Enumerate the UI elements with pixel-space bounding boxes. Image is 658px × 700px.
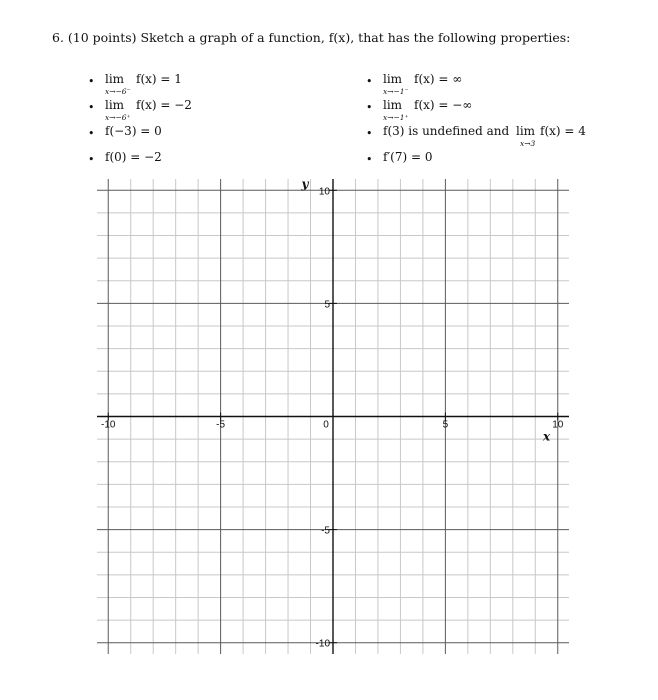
- bullet-icon: •: [88, 153, 95, 166]
- y-tick-label: 10: [318, 186, 330, 198]
- limit-operator: lim x→−6⁻: [105, 72, 131, 96]
- limit-expression: f(x) = 1: [136, 72, 182, 86]
- x-tick-label: -10: [101, 419, 116, 431]
- limit-operator: lim x→3: [516, 124, 536, 148]
- problem-statement: 6. (10 points) Sketch a graph of a function, f(x), that has the following properties:: [52, 30, 571, 45]
- limit-expression: f(x) = 4: [540, 124, 586, 138]
- x-tick-label: -5: [216, 419, 226, 431]
- bullet-icon: •: [366, 127, 373, 140]
- bullet-icon: •: [88, 75, 95, 88]
- limit-subscript: x→3: [520, 139, 536, 148]
- limit-subscript: x→−6⁻: [105, 87, 131, 96]
- limit-expression: f(x) = −∞: [414, 98, 473, 112]
- limit-expression: f(x) = −2: [136, 98, 192, 112]
- limit-subscript: x→−1⁻: [383, 87, 409, 96]
- bullet-icon: •: [366, 153, 373, 166]
- limit-operator: lim x→−1⁻: [383, 72, 409, 96]
- x-tick-label: 5: [442, 419, 449, 431]
- x-axis-label: x: [542, 429, 551, 444]
- x-tick-label: 0: [323, 419, 329, 431]
- y-tick-label: -10: [315, 638, 330, 650]
- y-tick-label: 5: [324, 299, 330, 311]
- property-text: f(−3) = 0: [105, 124, 162, 138]
- limit-subscript: x→−6⁺: [105, 113, 131, 122]
- property-text: f′(7) = 0: [383, 150, 433, 164]
- bullet-icon: •: [366, 101, 373, 114]
- limit-operator: lim x→−6⁺: [105, 98, 131, 122]
- bullet-icon: •: [88, 127, 95, 140]
- y-tick-label: -5: [321, 525, 330, 537]
- limit-expression: f(x) = ∞: [414, 72, 463, 86]
- y-axis-label: y: [301, 177, 309, 192]
- property-prefix-text: f(3) is undefined and: [383, 124, 510, 138]
- property-text: f(0) = −2: [105, 150, 162, 164]
- bullet-icon: •: [366, 75, 373, 88]
- limit-operator: lim x→−1⁺: [383, 98, 409, 122]
- limit-subscript: x→−1⁺: [383, 113, 409, 122]
- x-tick-label: 10: [552, 419, 564, 431]
- bullet-icon: •: [88, 101, 95, 114]
